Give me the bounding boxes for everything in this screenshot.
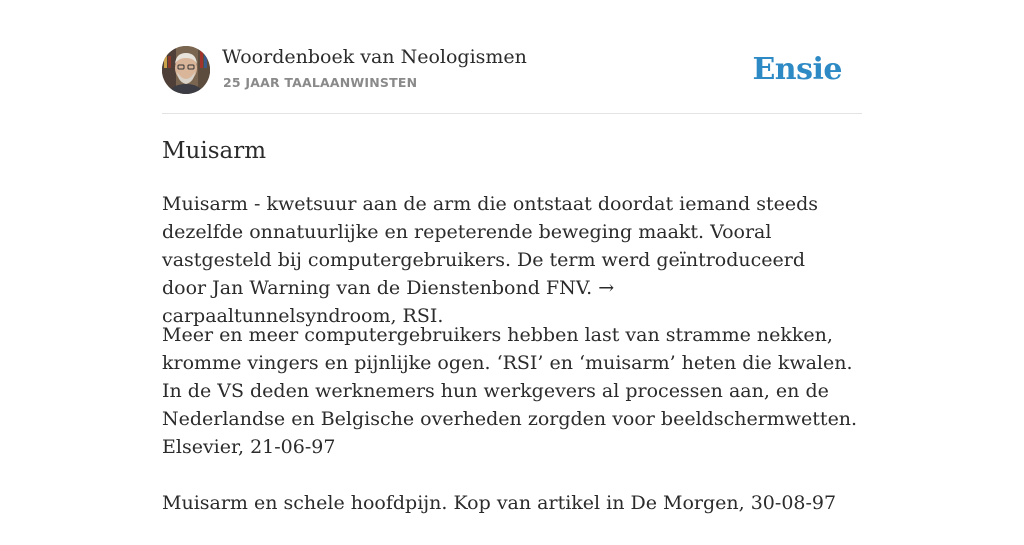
author-avatar[interactable] [162,46,210,94]
site-title[interactable]: Woordenboek van Neologismen [222,46,527,68]
entry-title: Muisarm [162,138,267,164]
site-subtitle: 25 JAAR TAALAANWINSTEN [223,75,418,90]
header-divider [162,113,862,114]
header [162,46,862,96]
quote-elsevier: Meer en meer computergebruikers hebben last van stramme nekken, kromme vingers en pijnlijke ogen. ‘RSI’ en ‘muisarm’ heten die kwalen. In de VS deden werknemers hun werkgevers al processen aan, en de Nederlandse en Belgische overheden zorgden voor beeldschermwetten. Elsevier, 21-06-97 [162,324,858,458]
entry-quotes [162,321,862,545]
quote-de-morgen: Muisarm en schele hoofdpijn. Kop van artikel in De Morgen, 30-08-97 [162,492,837,514]
entry-definition: Muisarm - kwetsuur aan de arm die ontstaat doordat iemand steeds dezelfde onnatuurlijke en repeterende beweging maakt. Vooral vastgesteld bij computergebruikers. De term werd geïntroduceerd door Jan Warning van de Dienstenbond FNV. → carpaaltunnelsyndroom, RSI. [162,193,819,327]
ensie-logo[interactable]: Ensie [752,52,842,87]
avatar-portrait-icon [162,46,210,94]
